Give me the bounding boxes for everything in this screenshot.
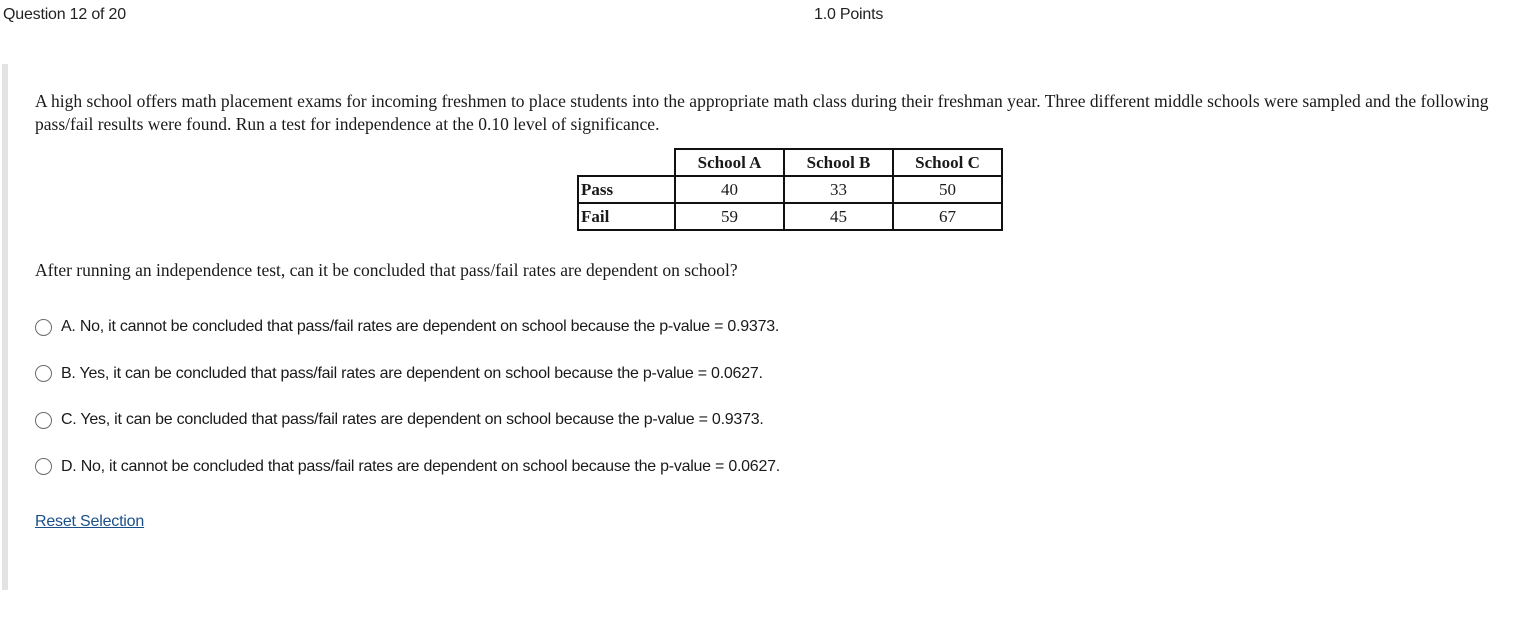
answer-options <box>35 315 780 501</box>
results-table <box>577 148 1003 231</box>
column-header-school-a: School A <box>675 149 784 176</box>
table-corner-cell <box>578 149 675 176</box>
row-header-fail: Fail <box>578 203 675 230</box>
table-cell: 50 <box>893 176 1002 203</box>
answer-option-b[interactable] <box>35 362 780 386</box>
table-cell: 67 <box>893 203 1002 230</box>
table-cell: 33 <box>784 176 893 203</box>
radio-button-c[interactable] <box>35 412 52 429</box>
follow-up-question: After running an independence test, can it be concluded that pass/fail rates are dependent on school? <box>35 260 738 280</box>
results-table-wrapper <box>577 148 1003 231</box>
radio-button-b[interactable] <box>35 365 52 382</box>
question-counter: Question 12 of 20 <box>3 6 126 23</box>
question-prompt: A high school offers math placement exams for incoming freshmen to place students into the appropriate math class during their freshman year. Three different middle schools were sampled and the following pass/fail results were found. Run a test for independence at the 0.10 level of significance. <box>35 91 1489 134</box>
question-body <box>35 90 1505 530</box>
radio-button-d[interactable] <box>35 458 52 475</box>
table-row <box>578 176 1002 203</box>
answer-option-d[interactable] <box>35 455 780 479</box>
question-accent-bar <box>2 64 8 590</box>
column-header-school-b: School B <box>784 149 893 176</box>
points-label: 1.0 Points <box>814 6 884 23</box>
answer-option-label: D. No, it cannot be concluded that pass/fail rates are dependent on school because the p-value = 0.0627. <box>61 457 780 475</box>
table-cell: 59 <box>675 203 784 230</box>
answer-option-label: B. Yes, it can be concluded that pass/fail rates are dependent on school because the p-value = 0.0627. <box>61 364 763 382</box>
table-row <box>578 203 1002 230</box>
answer-option-c[interactable] <box>35 408 780 432</box>
row-header-pass: Pass <box>578 176 675 203</box>
table-cell: 45 <box>784 203 893 230</box>
answer-option-label: C. Yes, it can be concluded that pass/fail rates are dependent on school because the p-value = 0.9373. <box>61 411 764 428</box>
column-header-school-c: School C <box>893 149 1002 176</box>
reset-selection-link[interactable]: Reset Selection <box>35 513 145 530</box>
answer-option-label: A. No, it cannot be concluded that pass/fail rates are dependent on school because the p-value = 0.9373. <box>61 318 780 335</box>
answer-option-a[interactable] <box>35 315 780 339</box>
table-cell: 40 <box>675 176 784 203</box>
table-header-row <box>578 149 1002 176</box>
radio-button-a[interactable] <box>35 319 52 336</box>
